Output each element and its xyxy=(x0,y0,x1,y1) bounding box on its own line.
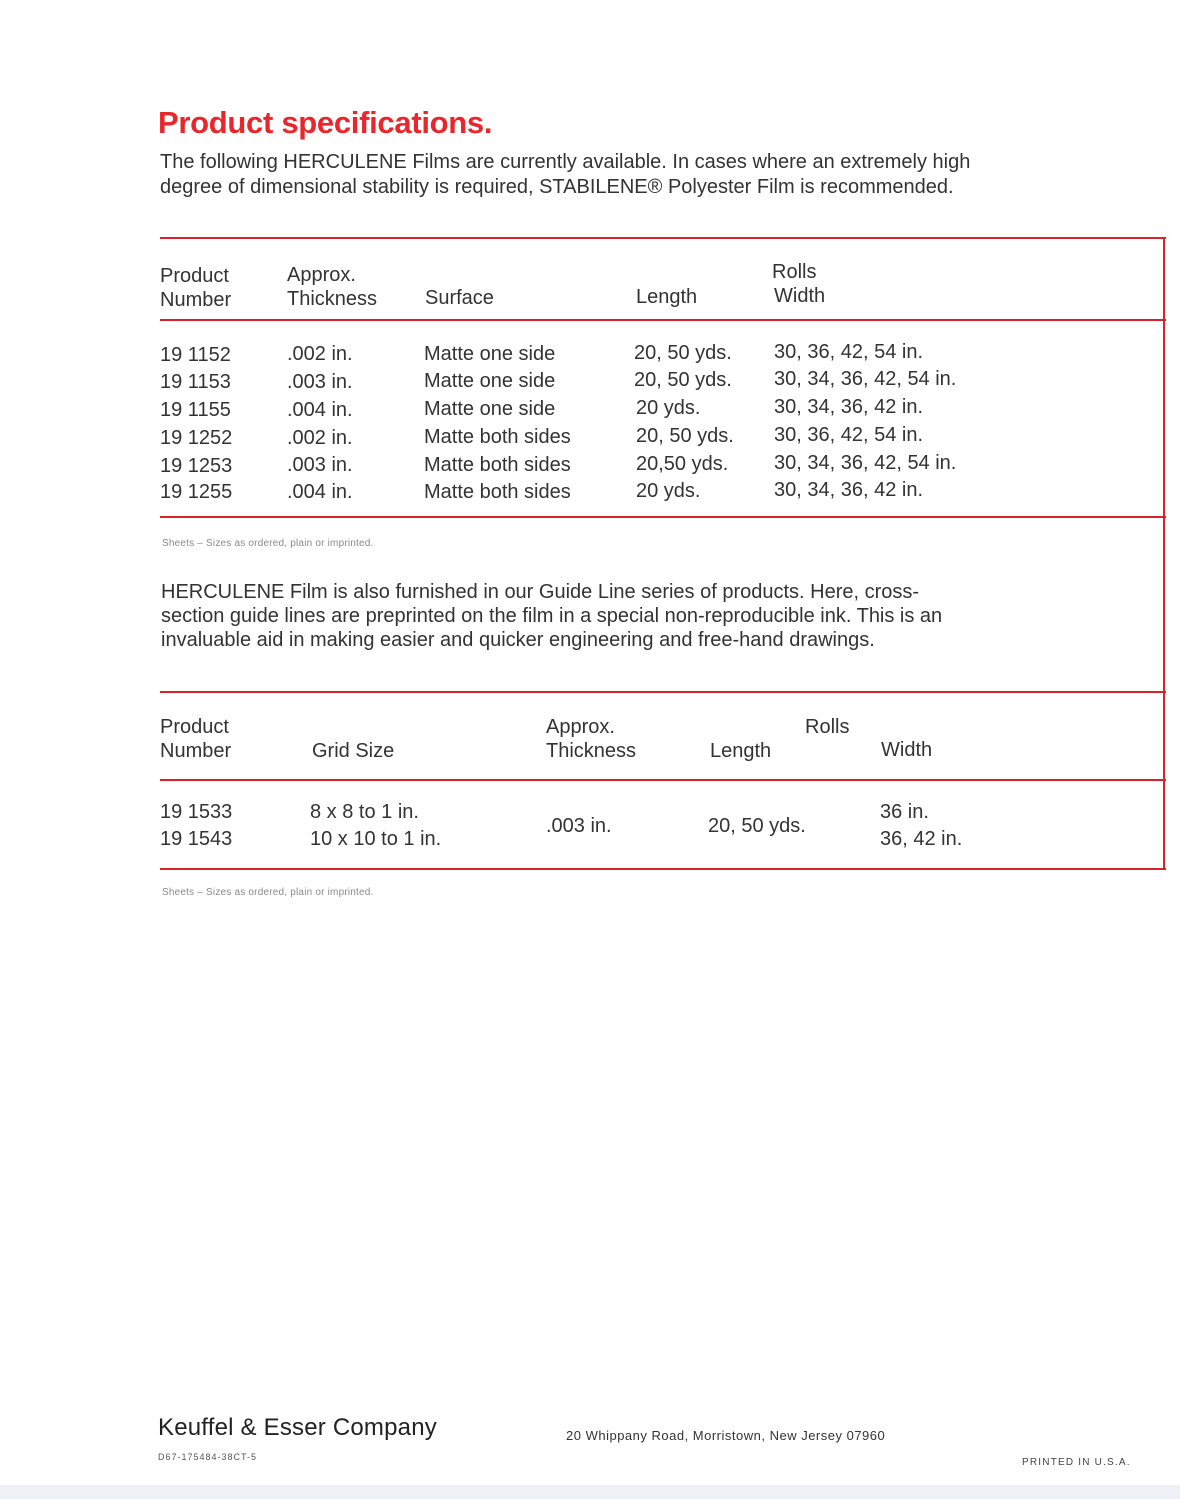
table1-cell-surface: Matte both sides xyxy=(424,481,571,503)
table1-cell-surface: Matte both sides xyxy=(424,426,571,448)
table2-header-thickness xyxy=(546,715,636,763)
table2-cell-shared-length: 20, 50 yds. xyxy=(708,815,806,837)
table1-right-rule xyxy=(1163,237,1165,870)
table1-header-length: Length xyxy=(636,286,698,308)
table1-bottom-rule xyxy=(160,516,1166,518)
table1-header-thickness-line1: Approx. xyxy=(287,264,356,286)
table2-header-thickness-line1: Approx. xyxy=(546,716,615,738)
table1-cell-thickness: .003 in. xyxy=(287,371,353,393)
table1-header-width: Width xyxy=(774,285,826,307)
table2-cell-width: 36, 42 in. xyxy=(880,828,963,850)
table2-bottom-rule xyxy=(160,868,1166,870)
table1-cell-width: 30, 34, 36, 42 in. xyxy=(774,396,924,418)
table2-header-product-line1: Product xyxy=(160,716,229,738)
table1-cell-length: 20 yds. xyxy=(636,397,701,419)
intro-paragraph: The following HERCULENE Films are currently available. In cases where an extremely high degree of dimensional stability is required, STABILENE® Polyester Film is recommended. xyxy=(160,151,971,198)
document-code: D67-175484-38CT-5 xyxy=(158,1452,258,1462)
table1-cell-thickness: .004 in. xyxy=(287,399,353,421)
table1-header-product-line1: Product xyxy=(160,265,229,287)
table1-header-rolls: Rolls xyxy=(772,261,817,283)
table1-cell-product: 19 1253 xyxy=(160,455,233,477)
table2-cell-width: 36 in. xyxy=(880,801,929,823)
table2-cell-shared-thickness: .003 in. xyxy=(546,815,612,837)
table1-cell-length: 20, 50 yds. xyxy=(634,369,732,391)
table2-header-product xyxy=(160,715,231,763)
table1-header-rule xyxy=(160,319,1166,321)
table2-header-rolls: Rolls xyxy=(805,716,850,738)
table2-header-length: Length xyxy=(710,740,772,762)
table1-cell-length: 20 yds. xyxy=(636,480,701,502)
page-title: Product specifications. xyxy=(158,105,493,140)
table2-cell-product: 19 1533 xyxy=(160,801,233,823)
table1-cell-thickness: .002 in. xyxy=(287,427,353,449)
table1-cell-length: 20, 50 yds. xyxy=(634,342,732,364)
table1-cell-width: 30, 36, 42, 54 in. xyxy=(774,341,924,363)
table1-header-product-line2: Number xyxy=(160,289,232,311)
guide-line-paragraph: HERCULENE Film is also furnished in our Guide Line series of products. Here, cross-section guide lines are preprinted on the film in a special non-reproducible ink. This is an invaluable aid in making easier and quicker engineering and free-hand drawings. xyxy=(161,581,943,651)
table1-cell-length: 20, 50 yds. xyxy=(636,425,734,447)
table1-cell-surface: Matte one side xyxy=(424,398,556,420)
table1-note: Sheets – Sizes as ordered, plain or imprinted. xyxy=(162,538,374,549)
table1-header-thickness-line2: Thickness xyxy=(287,288,378,310)
table1-cell-thickness: .002 in. xyxy=(287,343,353,365)
table2-header-grid-size: Grid Size xyxy=(312,740,395,762)
table1-cell-product: 19 1252 xyxy=(160,427,233,449)
table1-cell-surface: Matte both sides xyxy=(424,454,571,476)
table2-note: Sheets – Sizes as ordered, plain or imprinted. xyxy=(162,887,374,898)
table2-header-product-line2: Number xyxy=(160,740,232,762)
printed-in-usa: PRINTED IN U.S.A. xyxy=(1022,1457,1131,1468)
table1-top-rule xyxy=(160,237,1166,239)
table1-cell-width: 30, 34, 36, 42, 54 in. xyxy=(774,368,957,390)
table2-header-thickness-line2: Thickness xyxy=(546,740,637,762)
table1-cell-thickness: .003 in. xyxy=(287,454,353,476)
table2-header-rule xyxy=(160,779,1166,781)
table2-cell-grid: 8 x 8 to 1 in. xyxy=(310,801,419,823)
table1-cell-product: 19 1155 xyxy=(160,399,231,421)
company-address: 20 Whippany Road, Morristown, New Jersey 07960 xyxy=(566,1428,886,1443)
table2-cell-product: 19 1543 xyxy=(160,828,233,850)
table1-header-product xyxy=(160,264,231,312)
table1-cell-thickness: .004 in. xyxy=(287,481,353,503)
table2-top-rule xyxy=(160,691,1166,693)
table2-cell-grid: 10 x 10 to 1 in. xyxy=(310,828,442,850)
table1-header-thickness xyxy=(287,263,377,311)
table2-header-width: Width xyxy=(881,739,933,761)
table1-cell-width: 30, 34, 36, 42, 54 in. xyxy=(774,452,957,474)
scan-edge xyxy=(0,1485,1180,1499)
table1-cell-product: 19 1153 xyxy=(160,371,231,393)
table1-cell-width: 30, 34, 36, 42 in. xyxy=(774,479,924,501)
table1-cell-surface: Matte one side xyxy=(424,343,556,365)
table1-cell-surface: Matte one side xyxy=(424,370,556,392)
table1-cell-length: 20,50 yds. xyxy=(636,453,729,475)
company-name: Keuffel & Esser Company xyxy=(158,1414,437,1441)
table1-cell-width: 30, 36, 42, 54 in. xyxy=(774,424,924,446)
table1-cell-product: 19 1152 xyxy=(160,344,231,366)
table1-cell-product: 19 1255 xyxy=(160,481,233,503)
table1-header-surface: Surface xyxy=(425,287,494,309)
